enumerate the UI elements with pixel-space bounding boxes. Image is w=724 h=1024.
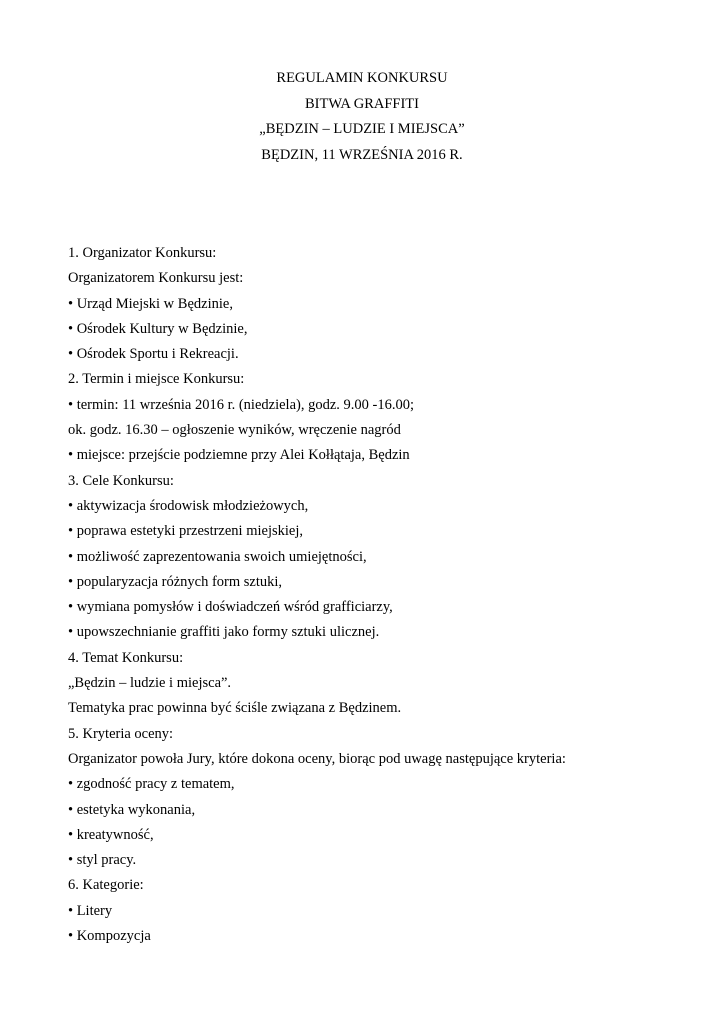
bullet-item: • popularyzacja różnych form sztuki, <box>68 573 283 590</box>
section-heading-criteria: 5. Kryteria oceny: <box>68 725 174 742</box>
bullet-item: • Ośrodek Sportu i Rekreacji. <box>68 346 239 363</box>
bullet-item: • aktywizacja środowisk młodzieżowych, <box>68 497 309 514</box>
bullet-item: • Kompozycja <box>68 928 151 945</box>
bullet-item: • termin: 11 września 2016 r. (niedziela), godz. 9.00 -16.00; <box>68 396 415 413</box>
section-heading-organizer: 1. Organizator Konkursu: <box>68 245 217 261</box>
title-subheading: BITWA GRAFFITI <box>305 95 419 112</box>
section-heading-categories: 6. Kategorie: <box>68 877 144 894</box>
section-heading-date-place: 2. Termin i miejsce Konkursu: <box>68 371 245 388</box>
bullet-item: • Urząd Miejski w Będzinie, <box>68 295 233 312</box>
section-heading-theme: 4. Temat Konkursu: <box>68 649 184 666</box>
bullet-item: • Ośrodek Kultury w Będzinie, <box>68 320 248 337</box>
title-date: BĘDZIN, 11 WRZEŚNIA 2016 R. <box>261 146 463 163</box>
paragraph-line: Tematyka prac powinna być ściśle związana z Będzinem. <box>68 700 402 717</box>
bullet-item: • estetyka wykonania, <box>68 801 196 818</box>
bullet-item: • możliwość zaprezentowania swoich umiejętności, <box>68 548 367 565</box>
document-body <box>68 241 668 949</box>
bullet-item: • styl pracy. <box>68 852 137 869</box>
document-title-block <box>0 66 724 168</box>
paragraph-line: Organizatorem Konkursu jest: <box>68 270 244 287</box>
section-heading-goals: 3. Cele Konkursu: <box>68 472 174 489</box>
bullet-item: • poprawa estetyki przestrzeni miejskiej, <box>68 523 303 540</box>
paragraph-line: „Będzin – ludzie i miejsca”. <box>68 675 232 692</box>
paragraph-line: Organizator powoła Jury, które dokona oceny, biorąc pod uwagę następujące kryteria: <box>68 750 566 767</box>
bullet-item: • miejsce: przejście podziemne przy Alei Kołłątaja, Będzin <box>68 447 410 464</box>
bullet-item: • kreatywność, <box>68 826 154 843</box>
title-heading: REGULAMIN KONKURSU <box>276 70 448 86</box>
bullet-item: • Litery <box>68 902 113 919</box>
title-theme: „BĘDZIN – LUDZIE I MIEJSCA” <box>259 121 465 137</box>
bullet-item: • upowszechnianie graffiti jako formy sztuki ulicznej. <box>68 624 380 641</box>
paragraph-line: ok. godz. 16.30 – ogłoszenie wyników, wręczenie nagród <box>68 422 401 439</box>
bullet-item: • zgodność pracy z tematem, <box>68 776 235 793</box>
bullet-item: • wymiana pomysłów i doświadczeń wśród grafficiarzy, <box>68 599 393 616</box>
